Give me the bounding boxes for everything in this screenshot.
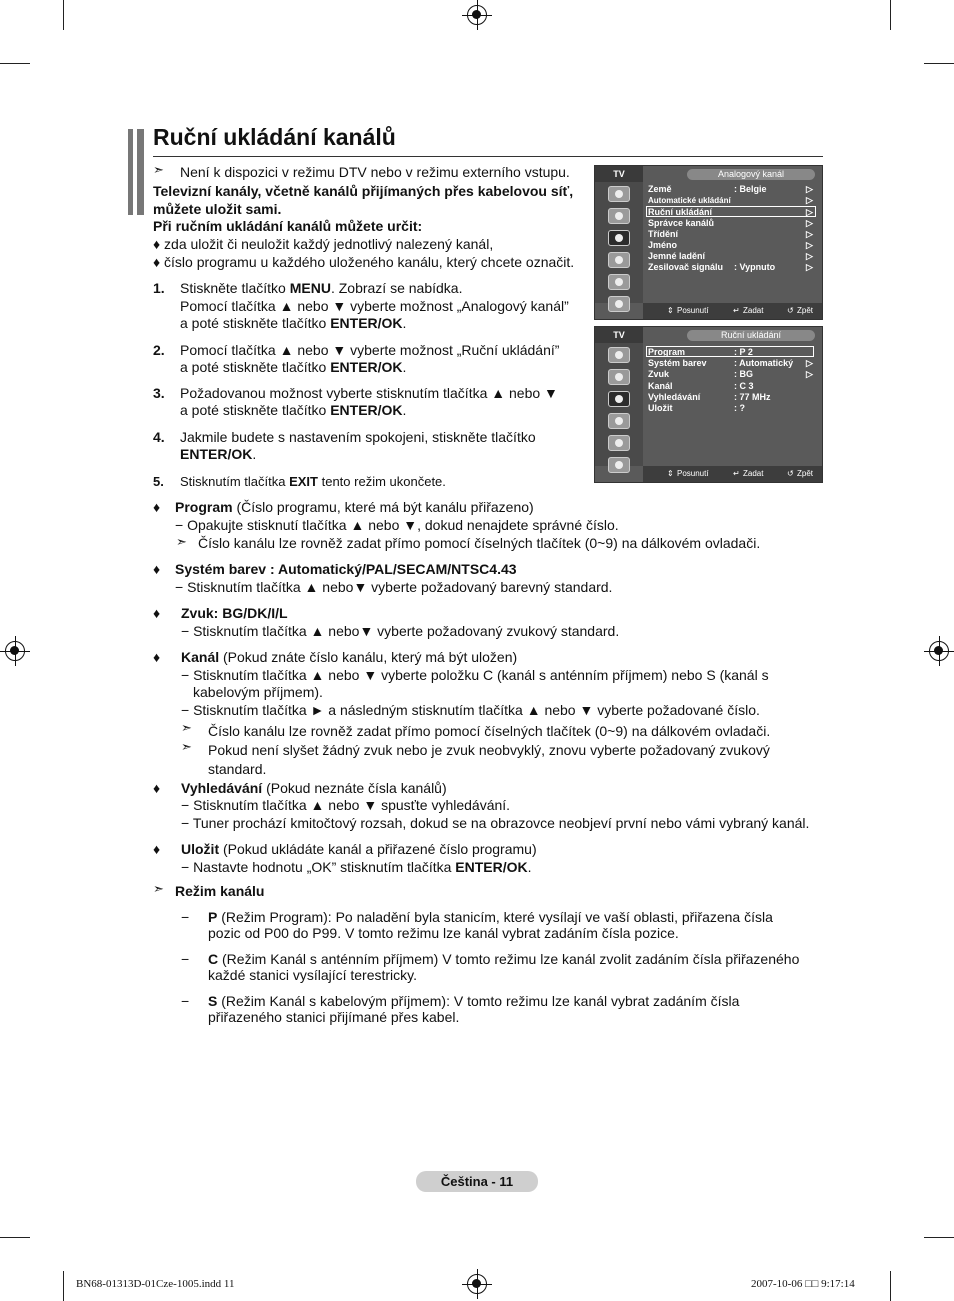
- option-text: − Opakujte stisknutí tlačítka ▲ nebo ▼, dokud nenajdete správné číslo.: [175, 517, 619, 533]
- page-title: Ruční ukládání kanálů: [153, 124, 396, 150]
- option-text: − Nastavte hodnotu „OK” stisknutím tlačítka ENTER/OK.: [181, 859, 532, 875]
- registration-mark-icon: [467, 5, 487, 25]
- enter-icon: ↵: [733, 469, 740, 478]
- step-number: 4.: [153, 429, 165, 445]
- input-icon[interactable]: [608, 435, 630, 451]
- mode-s-line-1: S (Režim Kanál s kabelovým příjmem): V tomto režimu lze kanál vybrat zadáním čísla: [208, 993, 740, 1009]
- crop-mark: [924, 63, 954, 64]
- glyph-box-icon: □□: [805, 1278, 822, 1290]
- step-2-line-2: a poté stiskněte tlačítko ENTER/OK.: [180, 359, 407, 375]
- dash-icon: −: [181, 909, 190, 925]
- tv-menu-manual-store: [594, 326, 823, 483]
- step-4-line-1: Jakmile budete s nastavením spokojeni, stiskněte tlačítko: [180, 429, 536, 445]
- step-2-line-1: Pomocí tlačítka ▲ nebo ▼ vyberte možnost „Ruční ukládání”: [180, 342, 560, 358]
- option-text: kabelovým příjmem).: [193, 684, 323, 700]
- intro-note: Není k dispozici v režimu DTV nebo v režimu externího vstupu.: [180, 164, 570, 180]
- sound-icon[interactable]: [608, 369, 630, 385]
- footer-filename: BN68-01313D-01Cze-1005.indd 11: [76, 1278, 235, 1290]
- menu-row[interactable]: Zesilovač signálu : Vypnuto ▷: [648, 262, 813, 272]
- triangle-right-icon: ▷: [806, 229, 813, 239]
- mode-c-line-1: C (Režim Kanál s anténním příjmem) V tomto režimu lze kanál zvolit zadáním čísla přiřazeného: [208, 951, 800, 967]
- registration-mark-icon: [929, 641, 949, 661]
- menu-row[interactable]: Země : Belgie ▷: [648, 184, 813, 194]
- option-channel: Kanál (Pokud znáte číslo kanálu, který má být uložen): [181, 649, 518, 665]
- enter-icon: ↵: [733, 306, 740, 315]
- option-text: Číslo kanálu lze rovněž zadat přímo pomocí číselných tlačítek (0~9) na dálkovém ovladači.: [198, 535, 761, 551]
- menu-row[interactable]: Zvuk : BG ▷: [648, 369, 813, 379]
- option-sound: Zvuk: BG/DK/I/L: [181, 605, 288, 621]
- triangle-right-icon: ▷: [806, 207, 813, 217]
- option-text: − Stisknutím tlačítka ▲ nebo▼ vyberte požadovaný barevný standard.: [175, 579, 613, 595]
- page-number-badge: Čeština - 11: [416, 1171, 538, 1192]
- intro-bold-3: Při ručním ukládání kanálů můžete určit:: [153, 218, 423, 234]
- menu-header: Analogový kanál: [687, 169, 815, 180]
- triangle-right-icon: ▷: [806, 251, 813, 261]
- menu-footer: ⇕ Posunutí ↵ Zadat ↺ Zpět: [643, 303, 822, 319]
- step-1-line-2: Pomocí tlačítka ▲ nebo ▼ vyberte možnost „Analogový kanál”: [180, 298, 569, 314]
- title-underline: [153, 156, 823, 157]
- triangle-right-icon: ▷: [806, 369, 813, 379]
- diamond-bullet-icon: ♦: [153, 561, 161, 577]
- move-icon: ⇕: [667, 469, 674, 478]
- note-arrow-icon: ➣: [181, 720, 192, 735]
- intro-bullet-2: ♦ číslo programu u každého uloženého kanálu, který chcete označit.: [153, 254, 575, 270]
- triangle-right-icon: ▷: [806, 240, 813, 250]
- option-text: − Stisknutím tlačítka ▲ nebo ▼ spusťte vyhledávání.: [181, 797, 511, 813]
- triangle-right-icon: ▷: [806, 184, 813, 194]
- option-text: − Stisknutím tlačítka ▲ nebo▼ vyberte požadovaný zvukový standard.: [181, 623, 620, 639]
- application-icon[interactable]: [608, 457, 630, 473]
- triangle-right-icon: ▷: [806, 195, 813, 205]
- return-icon: ↺: [787, 306, 794, 315]
- dash-icon: −: [181, 951, 190, 967]
- step-5-line-1: Stisknutím tlačítka EXIT tento režim ukončete.: [180, 474, 446, 489]
- mode-p-line-2: pozic od P00 do P99. V tomto režimu lze kanál vybrat zadáním čísla pozice.: [208, 925, 679, 941]
- channel-icon[interactable]: [608, 391, 630, 407]
- tv-label: TV: [595, 166, 643, 182]
- intro-bold-1: Televizní kanály, včetně kanálů přijímaných přes kabelovou síť,: [153, 183, 574, 199]
- intro-bullet-1: ♦ zda uložit či neuložit každý jednotlivý nalezený kanál,: [153, 236, 494, 252]
- mode-p-line-1: P (Režim Program): Po naladění byla stanicím, které vysílají ve vaší oblasti, přiřazena čísla: [208, 909, 773, 925]
- tv-menu-analog-channel: [594, 165, 823, 320]
- picture-icon[interactable]: [608, 347, 630, 363]
- sound-icon[interactable]: [608, 208, 630, 224]
- option-text: − Stisknutím tlačítka ▲ nebo ▼ vyberte položku C (kanál s anténním příjmem) nebo S (kanál s: [181, 667, 769, 683]
- dash-icon: −: [181, 993, 190, 1009]
- step-number: 3.: [153, 385, 165, 401]
- picture-icon[interactable]: [608, 186, 630, 202]
- step-1-line-1: Stiskněte tlačítko MENU. Zobrazí se nabídka.: [180, 280, 463, 296]
- menu-row[interactable]: Uložit : ?: [648, 403, 745, 413]
- title-decoration: [128, 129, 144, 215]
- crop-mark: [63, 0, 64, 30]
- menu-header: Ruční ukládání: [687, 330, 815, 341]
- diamond-bullet-icon: ♦: [153, 605, 161, 621]
- step-number: 1.: [153, 280, 165, 296]
- option-text: Pokud není slyšet žádný zvuk nebo je zvuk neobvyklý, znovu vyberte požadovaný zvukový: [208, 742, 770, 758]
- channel-mode-heading: Režim kanálu: [175, 883, 265, 899]
- diamond-bullet-icon: ♦: [153, 649, 161, 665]
- crop-mark: [924, 1237, 954, 1238]
- channel-icon[interactable]: [608, 230, 630, 246]
- application-icon[interactable]: [608, 296, 630, 312]
- crop-mark: [0, 63, 30, 64]
- menu-sidebar: [595, 343, 643, 466]
- diamond-bullet-icon: ♦: [153, 841, 161, 857]
- move-icon: ⇕: [667, 306, 674, 315]
- note-arrow-icon: ➣: [181, 739, 192, 754]
- triangle-right-icon: ▷: [806, 358, 813, 368]
- diamond-bullet-icon: ♦: [153, 780, 161, 796]
- option-program: Program (Číslo programu, které má být kanálu přiřazeno): [175, 499, 534, 515]
- step-4-line-2: ENTER/OK.: [180, 446, 257, 462]
- step-number: 5.: [153, 474, 164, 489]
- triangle-right-icon: ▷: [806, 262, 813, 272]
- menu-sidebar: [595, 182, 643, 303]
- option-text: − Stisknutím tlačítka ► a následným stisknutím tlačítka ▲ nebo ▼ vyberte požadované číslo.: [181, 702, 760, 718]
- menu-row[interactable]: Jemné ladění ▷: [648, 251, 813, 261]
- menu-row[interactable]: Třídění ▷: [648, 229, 813, 239]
- step-3-line-1: Požadovanou možnost vyberte stisknutím tlačítka ▲ nebo ▼: [180, 385, 558, 401]
- setup-icon[interactable]: [608, 413, 630, 429]
- triangle-right-icon: ▷: [806, 218, 813, 228]
- step-number: 2.: [153, 342, 165, 358]
- mode-c-line-2: každé stanici vysílající terestricky.: [208, 967, 418, 983]
- step-3-line-2: a poté stiskněte tlačítko ENTER/OK.: [180, 402, 407, 418]
- option-color-system: Systém barev : Automatický/PAL/SECAM/NTSC4.43: [175, 561, 517, 577]
- registration-mark-icon: [467, 1274, 487, 1294]
- option-store: Uložit (Pokud ukládáte kanál a přiřazené číslo programu): [181, 841, 537, 857]
- menu-row[interactable]: Jméno ▷: [648, 240, 813, 250]
- footer-date: 2007-10-06 □□ 9:17:14: [751, 1278, 855, 1290]
- setup-icon[interactable]: [608, 252, 630, 268]
- option-text: Číslo kanálu lze rovněž zadat přímo pomocí číselných tlačítek (0~9) na dálkovém ovladači.: [208, 723, 771, 739]
- step-1-line-3: a poté stiskněte tlačítko ENTER/OK.: [180, 315, 407, 331]
- menu-row-selected[interactable]: Ruční ukládání ▷: [648, 207, 813, 217]
- option-search: Vyhledávání (Pokud neznáte čísla kanálů): [181, 780, 447, 796]
- note-arrow-icon: ➣: [153, 162, 164, 177]
- menu-row[interactable]: Kanál : C 3: [648, 381, 754, 391]
- note-arrow-icon: ➣: [153, 881, 164, 896]
- note-arrow-icon: ➣: [176, 534, 187, 549]
- crop-mark: [0, 1237, 30, 1238]
- menu-row-selected[interactable]: Program : P 2: [648, 347, 753, 357]
- registration-mark-icon: [5, 641, 25, 661]
- menu-row[interactable]: Automatické ukládání ▷: [648, 195, 813, 205]
- input-icon[interactable]: [608, 274, 630, 290]
- crop-mark: [890, 0, 891, 30]
- menu-row[interactable]: Vyhledávání : 77 MHz: [648, 392, 771, 402]
- return-icon: ↺: [787, 469, 794, 478]
- crop-mark: [63, 1271, 64, 1301]
- crop-mark: [890, 1271, 891, 1301]
- intro-bold-2: můžete uložit sami.: [153, 201, 282, 217]
- mode-s-line-2: přiřazeného stanici přijímané přes kabel.: [208, 1009, 460, 1025]
- tv-label: TV: [595, 327, 643, 343]
- menu-footer: ⇕ Posunutí ↵ Zadat ↺ Zpět: [643, 466, 822, 482]
- option-text: standard.: [208, 761, 267, 777]
- menu-row[interactable]: Správce kanálů ▷: [648, 218, 813, 228]
- diamond-bullet-icon: ♦: [153, 499, 161, 515]
- menu-row[interactable]: Systém barev : Automatický ▷: [648, 358, 813, 368]
- option-text: − Tuner prochází kmitočtový rozsah, dokud se na obrazovce neobjeví první nebo vámi vybraný kanál.: [181, 815, 810, 831]
